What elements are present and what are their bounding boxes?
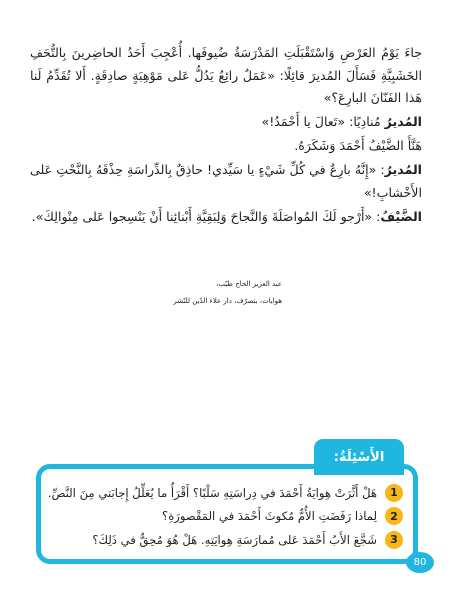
page-number: 80 (406, 552, 434, 573)
speaker-name: المُديرُ (384, 162, 422, 178)
paragraph-text: هَنَّأَ الضَّيْفُ أَحْمَدَ وَشَكَرَهُ. (294, 138, 422, 154)
paragraph-text: : «إِنَّهُ بارِعٌ في كُلِّ شَيْءٍ يا سَيِّدي! حاذِقٌ بِالدِّراسَةِ حِذْقَهُ بِالنَّحْتِ عَلى الأَخْشابِ!» (30, 162, 422, 201)
paragraph-text: جاءَ يَوْمُ العَرْضِ وَاسْتَقْبَلَتِ المَدْرَسَةُ ضُيوفَها. أُعْجِبَ أَحَدُ الحاضِرينَ بِالتُّحَفِ الخَشَبِيَّةِ فَسَأَلَ المُديرَ قائِلًا: «عَمَلٌ رائِعٌ يَدُلُّ عَلى مَوْهِبَةٍ صادِقَةٍ. أَلا تُقَدِّمُ لَنا هَذا الفَنّانَ البارِعَ؟» (30, 45, 422, 106)
question-text: هَلْ أَثَّرَتْ هِوايَةُ أَحْمَدَ في دِراسَتِهِ سَلْبًا؟ أَقْرَأُ ما يُعَلِّلُ إِجابَتي مِنَ النَّصِّ. (47, 485, 377, 500)
question-item (49, 505, 403, 529)
speaker-name: الضَّيْفُ (380, 209, 422, 225)
paragraph-text: : «أَرْجو لَكَ المُواصَلَةَ وَالنَّجاحَ وَلِبَقِيَّةِ أَبْنائِنا أَنْ يَنْسِجوا عَلى مِنْوالِكَ». (31, 209, 381, 225)
story-text (30, 42, 422, 229)
paragraph-text: مُنادِيًا: «تَعالَ يا أَحْمَدُ!» (261, 114, 385, 130)
source-author: عبد العزيز الحاج طيّب، (216, 280, 282, 288)
story-paragraph (30, 42, 422, 110)
story-paragraph (30, 159, 422, 204)
question-item (49, 481, 403, 505)
questions-list (49, 481, 403, 552)
source-publication: هوايات، بتصرّف، دار علاء الدّين للنّشر (173, 297, 282, 305)
questions-box (36, 464, 418, 564)
question-number-badge: 3 (385, 531, 403, 549)
question-item (49, 528, 403, 552)
story-paragraph (30, 206, 422, 229)
question-number-badge: 2 (385, 507, 403, 525)
story-paragraph (30, 135, 422, 158)
speaker-name: المُديرُ (384, 114, 422, 130)
question-text: لِماذا رَفَضَتِ الأُمُّ مُكوثَ أَحْمَدَ في المَقْصورَةِ؟ (162, 509, 377, 524)
questions-title: الأَسْئِلَةُ: (314, 439, 404, 475)
question-text: شَجَّعَ الأَبُ أَحْمَدَ عَلى مُمارَسَةِ هِوايَتِهِ. هَلْ هُوَ مُحِقٌّ في ذَلِكَ؟ (92, 532, 377, 547)
story-paragraph (30, 111, 422, 134)
source-citation (173, 276, 282, 310)
question-number-badge: 1 (385, 484, 403, 502)
